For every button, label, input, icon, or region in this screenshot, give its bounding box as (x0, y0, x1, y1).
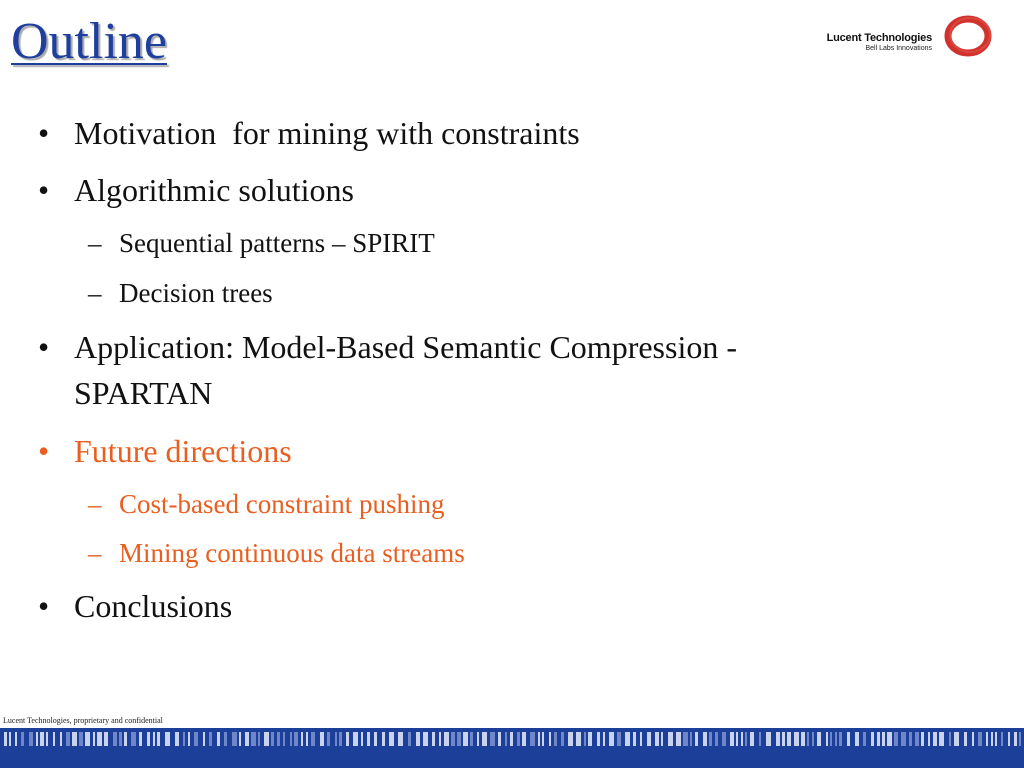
stripe (609, 732, 614, 746)
stripe (301, 732, 303, 746)
stripe (676, 732, 681, 746)
stripe (346, 732, 349, 746)
stripe (72, 732, 77, 746)
stripe (871, 732, 874, 746)
barcode-stripes (0, 728, 1024, 768)
stripe (522, 732, 526, 746)
stripe (66, 732, 70, 746)
bullet-marker: • (38, 115, 50, 151)
stripe (736, 732, 738, 746)
stripe (576, 732, 581, 746)
stripe (921, 732, 924, 746)
stripe (835, 732, 837, 746)
stripe (882, 732, 885, 746)
stripe (470, 732, 473, 746)
stripe (339, 732, 342, 746)
stripe (157, 732, 160, 746)
logo-name: Lucent Technologies (826, 32, 932, 44)
stripe (928, 732, 930, 746)
stripe (745, 732, 747, 746)
stripe (367, 732, 370, 746)
stripe (703, 732, 707, 746)
stripe (715, 732, 718, 746)
stripe (374, 732, 377, 746)
stripe (165, 732, 170, 746)
stripe (389, 732, 394, 746)
stripe (477, 732, 479, 746)
bullet-marker: • (38, 172, 50, 208)
stripe (283, 732, 285, 746)
stripe (709, 732, 712, 746)
outline-text: Motivation for mining with constraints (74, 115, 580, 151)
stripe (224, 732, 227, 746)
slide-title: Outline (11, 13, 167, 70)
stripe (294, 732, 298, 746)
stripe (203, 732, 205, 746)
stripe (1019, 732, 1021, 746)
stripe (640, 732, 642, 746)
stripe (647, 732, 651, 746)
stripe (353, 732, 358, 746)
stripe (306, 732, 308, 746)
outline-text: Mining continuous data streams (119, 538, 465, 568)
stripe (877, 732, 880, 746)
stripe (408, 732, 411, 746)
stripe (124, 732, 127, 746)
outline-text: Conclusions (74, 588, 233, 624)
dash-marker: – (88, 278, 102, 308)
stripe (490, 732, 495, 746)
stripe (1001, 732, 1003, 746)
stripe (311, 732, 315, 746)
stripe (812, 732, 814, 746)
outline-text: Cost-based constraint pushing (119, 489, 445, 519)
dash-marker: – (88, 489, 102, 519)
outline-text: Algorithmic solutions (74, 172, 354, 208)
stripe (603, 732, 605, 746)
stripe (661, 732, 663, 746)
stripe (271, 732, 274, 746)
stripe (290, 732, 292, 746)
stripe (153, 732, 155, 746)
stripe (554, 732, 557, 746)
stripe (104, 732, 108, 746)
stripe (147, 732, 150, 746)
stripe (175, 732, 179, 746)
stripe (561, 732, 564, 746)
stripe (954, 732, 959, 746)
stripe (21, 732, 24, 746)
stripe (776, 732, 780, 746)
outline-text: Application: Model-Based Semantic Compression - (74, 329, 737, 365)
stripe (245, 732, 249, 746)
stripe (894, 732, 898, 746)
stripe (97, 732, 102, 746)
stripe (683, 732, 688, 746)
stripe (457, 732, 461, 746)
logo-tagline: Bell Labs Innovations (865, 45, 932, 52)
stripe (766, 732, 771, 746)
confidentiality-notice: Lucent Technologies, proprietary and confidential (3, 716, 163, 725)
stripe (15, 732, 17, 746)
stripe (549, 732, 551, 746)
stripe (794, 732, 799, 746)
stripe (530, 732, 535, 746)
outline-text: Sequential patterns – SPIRIT (119, 228, 435, 258)
stripe (722, 732, 726, 746)
stripe (807, 732, 809, 746)
stripe (690, 732, 692, 746)
stripe (217, 732, 220, 746)
stripe (194, 732, 198, 746)
bullet-marker: • (38, 588, 50, 624)
stripe (79, 732, 83, 746)
stripe (655, 732, 659, 746)
stripe (432, 732, 435, 746)
stripe (258, 732, 260, 746)
dash-marker: – (88, 538, 102, 568)
stripe (695, 732, 698, 746)
stripe (817, 732, 821, 746)
stripe (60, 732, 62, 746)
stripe (232, 732, 237, 746)
stripe (617, 732, 621, 746)
stripe (9, 732, 11, 746)
stripe (119, 732, 122, 746)
stripe (995, 732, 997, 746)
stripe (451, 732, 455, 746)
stripe (978, 732, 982, 746)
stripe (633, 732, 636, 746)
stripe (855, 732, 859, 746)
stripe (597, 732, 600, 746)
stripe (826, 732, 828, 746)
stripe (327, 732, 330, 746)
stripe (741, 732, 743, 746)
stripe (915, 732, 919, 746)
bullet-marker: • (38, 433, 50, 469)
stripe (801, 732, 805, 746)
stripe (901, 732, 906, 746)
stripe (730, 732, 734, 746)
innovation-ring-icon (942, 14, 994, 60)
stripe (986, 732, 988, 746)
stripe (517, 732, 520, 746)
stripe (542, 732, 544, 746)
stripe (830, 732, 832, 746)
stripe (335, 732, 337, 746)
stripe (887, 732, 892, 746)
stripe (46, 732, 48, 746)
stripe (668, 732, 673, 746)
stripe (444, 732, 449, 746)
stripe (588, 732, 592, 746)
stripe (839, 732, 842, 746)
stripe (1014, 732, 1017, 746)
stripe (863, 732, 866, 746)
stripe (463, 732, 468, 746)
stripe (183, 732, 185, 746)
stripe (416, 732, 420, 746)
stripe (510, 732, 513, 746)
stripe (264, 732, 269, 746)
stripe (4, 732, 7, 746)
stripe (36, 732, 38, 746)
stripe (277, 732, 280, 746)
outline-text: Future directions (74, 433, 292, 469)
stripe (361, 732, 363, 746)
stripe (625, 732, 630, 746)
stripe (423, 732, 428, 746)
footer-decorative-bar (0, 728, 1024, 768)
stripe (750, 732, 754, 746)
stripe (939, 732, 944, 746)
stripe (93, 732, 95, 746)
stripe (131, 732, 136, 746)
company-logo (818, 14, 994, 60)
stripe (251, 732, 256, 746)
stripe (439, 732, 441, 746)
stripe (188, 732, 190, 746)
stripe (964, 732, 967, 746)
stripe (909, 732, 912, 746)
bullet-marker: • (38, 329, 50, 365)
stripe (498, 732, 501, 746)
stripe (584, 732, 586, 746)
stripe (209, 732, 212, 746)
stripe (53, 732, 55, 746)
stripe (29, 732, 33, 746)
stripe (482, 732, 487, 746)
stripe (239, 732, 241, 746)
stripe (933, 732, 937, 746)
stripe (538, 732, 540, 746)
stripe (320, 732, 324, 746)
stripe (40, 732, 44, 746)
stripe (949, 732, 951, 746)
stripe (759, 732, 761, 746)
stripe (139, 732, 142, 746)
stripe (782, 732, 785, 746)
stripe (991, 732, 993, 746)
stripe (847, 732, 850, 746)
stripe (1008, 732, 1010, 746)
stripe (505, 732, 507, 746)
stripe (85, 732, 90, 746)
stripe (972, 732, 974, 746)
dash-marker: – (88, 228, 102, 258)
stripe (113, 732, 117, 746)
outline-text: Decision trees (119, 278, 273, 308)
stripe (382, 732, 385, 746)
stripe (398, 732, 403, 746)
stripe (568, 732, 573, 746)
stripe (787, 732, 791, 746)
outline-text: SPARTAN (74, 375, 213, 411)
